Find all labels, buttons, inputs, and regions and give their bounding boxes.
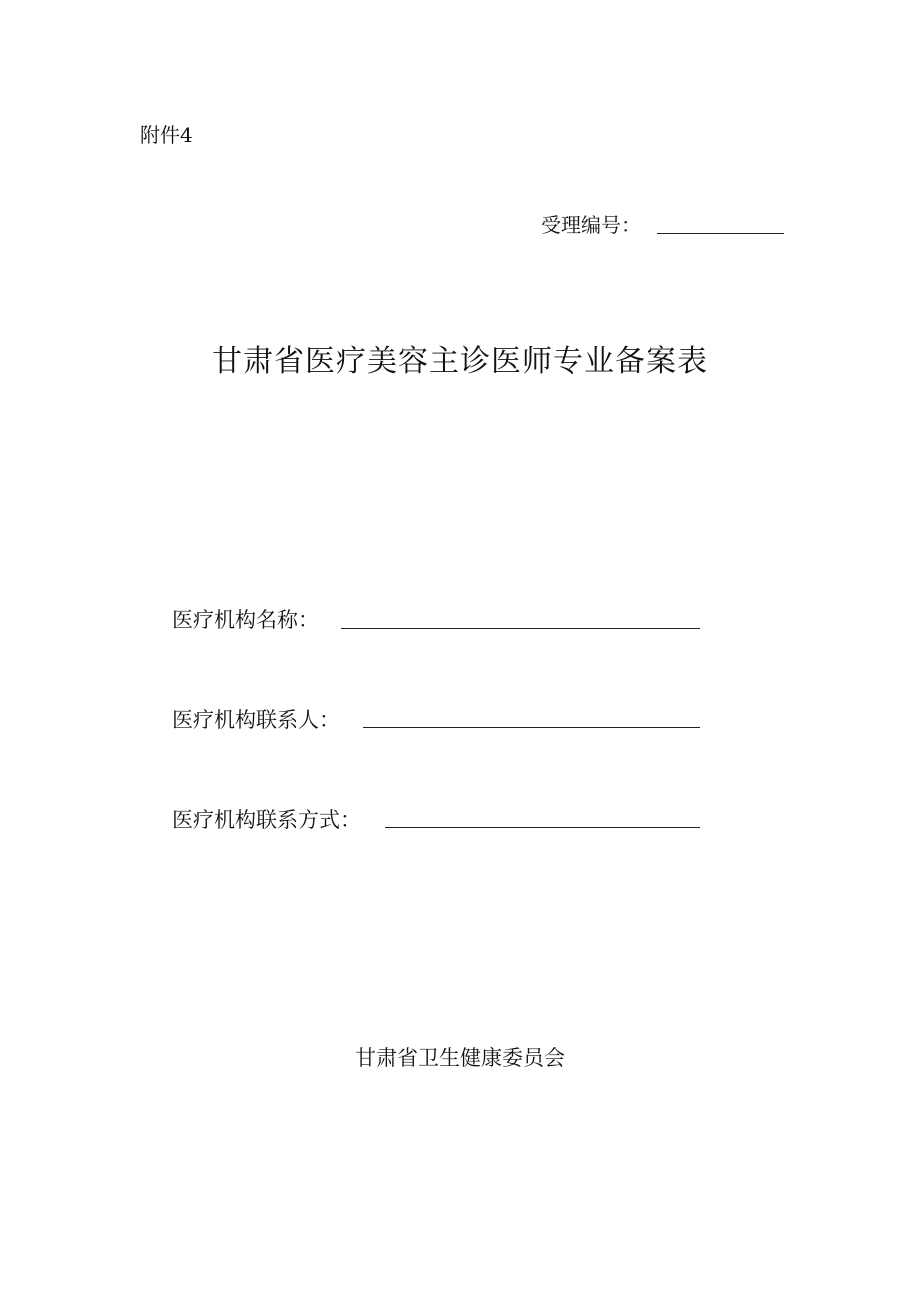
institution-name-label: 医疗机构名称：	[172, 608, 319, 632]
institution-name-field[interactable]	[341, 628, 700, 629]
acceptance-number-field[interactable]	[657, 233, 784, 234]
institution-contact-method-field[interactable]	[385, 827, 700, 828]
institution-contact-method-label: 医疗机构联系方式：	[172, 808, 361, 832]
acceptance-number-label: 受理编号：	[541, 213, 641, 237]
institution-contact-person-label: 医疗机构联系人：	[172, 708, 340, 732]
institution-contact-person-field[interactable]	[363, 727, 700, 728]
page-title: 甘肃省医疗美容主诊医师专业备案表	[212, 344, 708, 379]
attachment-label: 附件4	[140, 123, 193, 147]
issuer-name: 甘肃省卫生健康委员会	[355, 1046, 565, 1070]
